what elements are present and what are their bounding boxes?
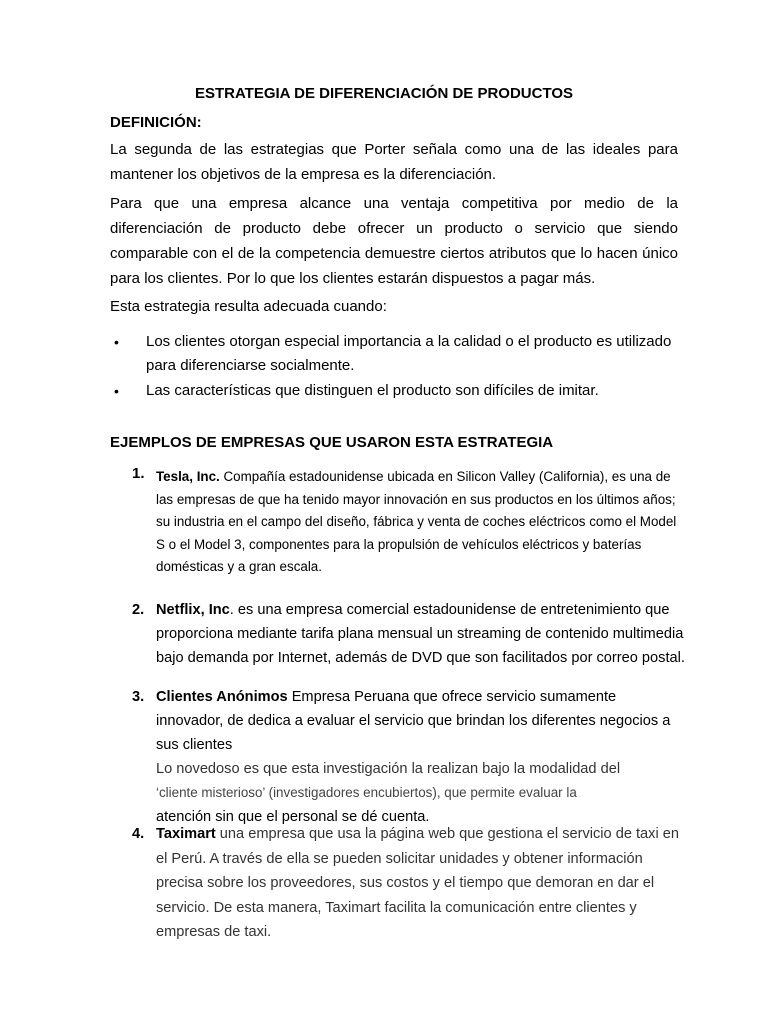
example-text: . es una empresa comercial estadounidense de entretenimiento que proporciona mediante tarifa plana mensual un streaming de contenido multimedia bajo demanda por Internet, además de DVD que son facilitados por correo postal. (156, 602, 685, 666)
example-text: Compañía estadounidense ubicada en Silicon Valley (California), es una de las empresas de que ha tenido mayor innovación en sus productos en los últimos años; su industria en el campo del diseño, fábrica y venta de coches eléctricos como el Model S o el Model 3, componentes para la propulsión de vehículos eléctricos y baterías domésticas y a gran escala. (156, 469, 677, 574)
paragraph-competitive-advantage: Para que una empresa alcance una ventaja competitiva por medio de la diferenciación de producto debe ofrecer un producto o servicio que siendo comparable con el de la competencia demuestre ciertos atributos que lo hacen único para los clientes. Por lo que los clientes estarán dispuestos a pagar más. (110, 195, 678, 287)
list-item (110, 379, 678, 403)
example-body (156, 598, 686, 670)
example-text-line: ‘cliente misterioso’ (investigadores encubiertos), que permite evaluar la (156, 785, 577, 800)
example-company-name: Netflix, Inc (156, 602, 230, 618)
definition-heading: DEFINICIÓN: (110, 114, 202, 131)
example-text-line: Lo novedoso es que esta investigación la realizan bajo la modalidad del (156, 761, 621, 777)
bullet-icon: • (114, 334, 119, 350)
example-body (156, 685, 686, 829)
example-company-name: Clientes Anónimos (156, 689, 288, 705)
document-title: ESTRATEGIA DE DIFERENCIACIÓN DE PRODUCTOS (194, 85, 574, 102)
bullet-icon: • (114, 383, 119, 399)
example-number: 3. (132, 689, 145, 705)
example-text: Empresa Peruana que ofrece servicio sumamente innovador, de dedica a evaluar el servicio que brindan los diferentes negocios a sus clientes (156, 689, 671, 753)
example-body (156, 822, 686, 945)
list-item-text: Las características que distinguen el producto son difíciles de imitar. (146, 382, 599, 399)
conditions-list (110, 330, 678, 404)
example-number: 1. (132, 465, 145, 482)
paragraph-adequate-when: Esta estrategia resulta adecuada cuando: (110, 298, 387, 315)
list-item-text: Los clientes otorgan especial importancia a la calidad o el producto es utilizado para diferenciarse socialmente. (146, 333, 672, 374)
paragraph-definition: La segunda de las estrategias que Porter señala como una de las ideales para mantener los objetivos de la empresa es la diferenciación. (110, 141, 678, 183)
example-text: una empresa que usa la página web que gestiona el servicio de taxi en el Perú. A través de ella se pueden solicitar unidades y obtener información precisa sobre los proveedores, sus costos y el tiempo que demoran en dar el servicio. De esta manera, Taximart facilita la comunicación entre clientes y empresas de taxi. (156, 826, 680, 940)
example-number: 4. (132, 826, 145, 842)
example-company-name: Taximart (156, 826, 216, 842)
example-body (156, 466, 686, 579)
example-number: 2. (132, 602, 145, 618)
example-company-name: Tesla, Inc. (156, 469, 220, 484)
example-text-line: atención sin que el personal se dé cuenta. (156, 809, 430, 825)
examples-heading: EJEMPLOS DE EMPRESAS QUE USARON ESTA ESTRATEGIA (110, 434, 554, 451)
list-item (110, 330, 678, 378)
